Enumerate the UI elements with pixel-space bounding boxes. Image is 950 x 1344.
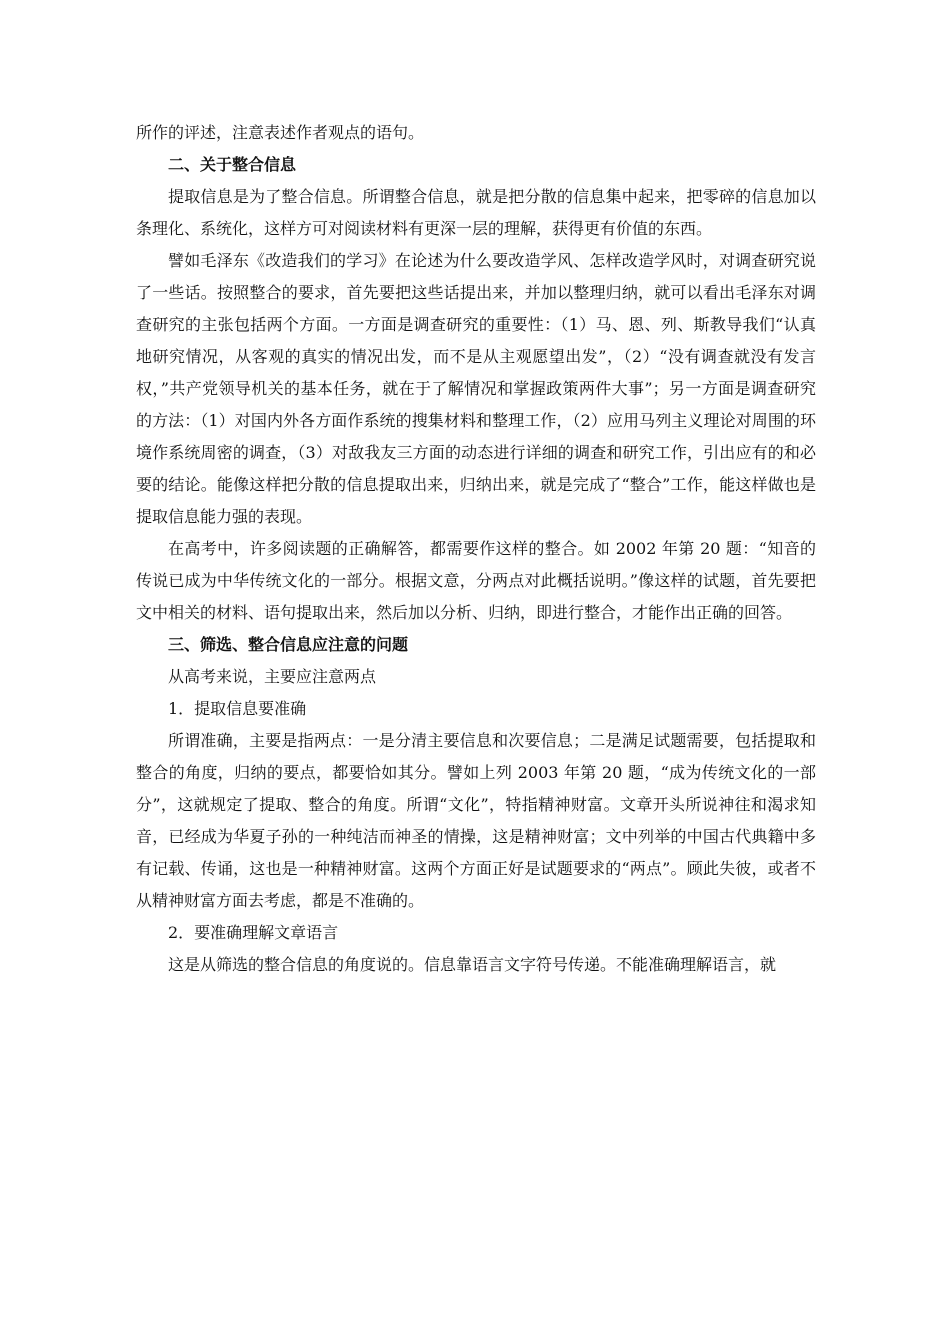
paragraph-two-points: 从高考来说，主要应注意两点	[168, 667, 377, 686]
subheading-language: 2．要准确理解文章语言	[168, 923, 339, 942]
subheading-accuracy: 1．提取信息要准确	[168, 699, 307, 718]
section-heading-3: 三、筛选、整合信息应注意的问题	[168, 635, 409, 654]
paragraph-mao-example: 譬如毛泽东《改造我们的学习》在论述为什么要改造学风、怎样改造学风时，对调查研究说了一些话。按照整合的要求，首先要把这些话提出来，并加以整理归纳，就可以看出毛泽东对调查研究的主张包括两个方面。一方面是调查研究的重要性：（1）马、恩、列、斯教导我们“认真地研究情况，从客观的真实的情况出发，而不是从主观愿望出发”，（2）“没有调查就没有发言权，”共产党领导机关的基本任务，就在于了解情况和掌握政策两件大事”；另一方面是调查研究的方法：（1）对国内外各方面作系统的搜集材料和整理工作，（2）应用马列主义理论对周围的环境作系统周密的调查，（3）对敌我友三方面的动态进行详细的调查和研究工作，引出应有的和必要的结论。能像这样把分散的信息提取出来，归纳出来，就是完成了“整合”工作，能这样做也是提取信息能力强的表现。	[136, 251, 816, 526]
paragraph-extract-purpose: 提取信息是为了整合信息。所谓整合信息，就是把分散的信息集中起来，把零碎的信息加以条理化、系统化，这样方可对阅读材料有更深一层的理解，获得更有价值的东西。	[136, 187, 816, 238]
section-heading-2: 二、关于整合信息	[168, 155, 297, 174]
paragraph-language: 这是从筛选的整合信息的角度说的。信息靠语言文字符号传递。不能准确理解语言，就	[168, 955, 777, 974]
document-body	[136, 117, 816, 981]
paragraph-continuation: 所作的评述，注意表述作者观点的语句。	[136, 123, 425, 142]
paragraph-accuracy: 所谓准确，主要是指两点：一是分清主要信息和次要信息；二是满足试题需要，包括提取和整合的角度，归纳的要点，都要恰如其分。譬如上列 2003 年第 20 题，“成为传统文化的一部分”，这就规定了提取、整合的角度。所谓“文化”，特指精神财富。文章开头所说神往和渴求知音，已经成为华夏子孙的一种纯洁而神圣的情操，这是精神财富；文中列举的中国古代典籍中多有记载、传诵，这也是一种精神财富。这两个方面正好是试题要求的“两点”。顾此失彼，或者不从精神财富方面去考虑，都是不准确的。	[136, 731, 816, 910]
paragraph-exam-example: 在高考中，许多阅读题的正确解答，都需要作这样的整合。如 2002 年第 20 题：“知音的传说已成为中华传统文化的一部分。根据文意，分两点对此概括说明。”像这样的试题，首先要把文中相关的材料、语句提取出来，然后加以分析、归纳，即进行整合，才能作出正确的回答。	[136, 539, 816, 622]
